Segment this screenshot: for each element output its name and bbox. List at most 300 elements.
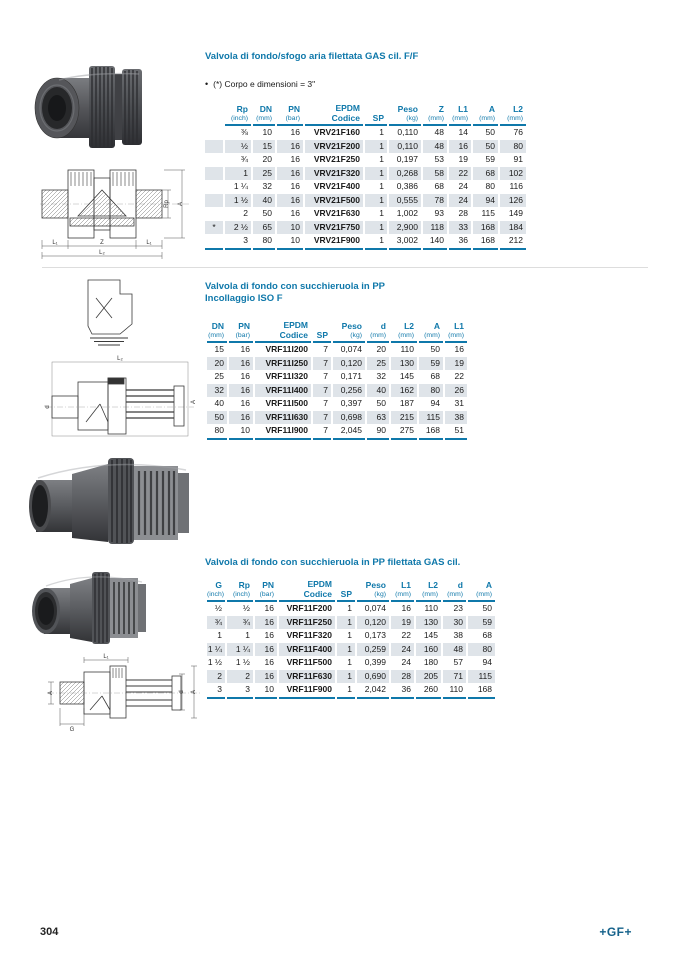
table-cell: 3,002 (389, 234, 421, 250)
column-header: Peso (kg) (357, 579, 389, 602)
table-cell: 215 (391, 411, 417, 425)
table-cell: 94 (430, 398, 440, 408)
table-row (207, 683, 495, 699)
table-cell: 68 (430, 371, 440, 381)
table-cell: 48 (443, 643, 466, 657)
table-cell: 7 (323, 371, 328, 381)
page-number: 304 (40, 926, 59, 938)
code-cell: VRF11I630 (255, 411, 311, 425)
table-cell: 0,197 (396, 154, 418, 164)
column-header: PN (bar) (255, 579, 277, 602)
table-row (205, 153, 526, 167)
table-cell: 57 (453, 657, 463, 667)
table-cell: 63 (367, 411, 389, 425)
table-cell: 1 (379, 154, 384, 164)
dim-label-l1: L₁ (103, 654, 109, 660)
table-cell: 160 (416, 643, 441, 657)
column-header: A (mm) (473, 103, 498, 126)
table-cell: 28 (391, 670, 414, 684)
table-cell: 168 (419, 424, 443, 440)
column-header: Rp (inch) (225, 103, 251, 126)
table-cell: 94 (473, 194, 498, 208)
table-cell: 80 (207, 424, 227, 440)
table-cell: 24 (391, 643, 414, 657)
table-cell: 126 (500, 194, 526, 208)
table-cell: 26 (445, 384, 467, 398)
table-cell: 15 (214, 344, 224, 354)
table-cell: 2 ½ (225, 221, 251, 235)
table-cell: 16 (264, 630, 274, 640)
table-cell: 19 (458, 154, 468, 164)
section-title: Valvola di fondo con succhieruola in PP (205, 281, 386, 292)
table-row (207, 656, 495, 670)
table-cell: 1 (217, 630, 222, 640)
table-cell: 38 (453, 630, 463, 640)
table-cell: 14 (458, 127, 468, 137)
table-cell: 24 (401, 657, 411, 667)
table-row (207, 397, 467, 411)
table-row (207, 370, 467, 384)
table-cell: 1 (365, 194, 387, 208)
table-row (205, 180, 526, 194)
table-cell: 32 (376, 371, 386, 381)
table-cell: 0,256 (333, 384, 365, 398)
column-header: EPDM Codice (279, 579, 335, 602)
table-cell: 0,386 (396, 181, 418, 191)
code-cell: VRV21F200 (305, 140, 363, 154)
table-row (205, 194, 526, 208)
table-cell: 7 (323, 398, 328, 408)
table-cell: 16 (401, 603, 411, 613)
table-cell: 25 (214, 371, 224, 381)
table-cell: 1 (379, 208, 384, 218)
gf-logo: +GF+ (599, 925, 632, 939)
technical-drawing-foot-valve-iso (42, 352, 198, 448)
column-header: Z (mm) (423, 103, 447, 126)
table-cell: 20 (207, 357, 227, 371)
table-cell: 1 ¼ (207, 643, 225, 657)
column-header: SP (313, 320, 331, 343)
table-cell: 50 (262, 208, 272, 218)
table-cell: 1 ½ (235, 657, 250, 667)
table-cell: 1 ¼ (227, 643, 253, 657)
table-cell: 24 (449, 194, 471, 208)
table-cell: 7 (313, 384, 331, 398)
table-cell: 71 (443, 670, 466, 684)
section-note (205, 79, 315, 89)
technical-drawing-foot-valve-gas (46, 652, 202, 732)
table-cell: 16 (277, 140, 303, 154)
table-cell: 58 (423, 167, 447, 181)
table-cell: 115 (481, 208, 495, 218)
table-cell: 16 (264, 657, 274, 667)
column-header: Rp (inch) (227, 579, 253, 602)
table-cell: 118 (423, 221, 447, 235)
code-cell: VRF11I320 (265, 371, 308, 381)
table-cell: 91 (513, 154, 523, 164)
table-cell: 0,268 (389, 167, 421, 181)
table-cell: ⅜ (240, 127, 248, 137)
table-cell: 68 (473, 167, 498, 181)
table-cell: 116 (509, 181, 523, 191)
bullet-icon: • (205, 79, 209, 89)
column-header: A (mm) (468, 579, 495, 602)
column-header: PN (bar) (277, 103, 303, 126)
table-cell: 130 (416, 616, 441, 630)
dim-label-z: Z (100, 240, 104, 246)
table-row (205, 126, 526, 140)
table-row (205, 207, 526, 221)
product-photo-check-valve (33, 52, 145, 152)
table-cell: 2 (243, 208, 248, 218)
table-cell: 25 (253, 167, 275, 181)
table-row (207, 670, 495, 684)
table-cell: 1 (347, 630, 352, 640)
dim-label-l2: L₂ (117, 356, 123, 362)
table-cell: 78 (423, 194, 447, 208)
code-cell: VRF11F900 (279, 683, 335, 699)
column-header: Peso (kg) (389, 103, 421, 126)
table-cell: 0,173 (364, 630, 386, 640)
table-cell: 1 (337, 616, 355, 630)
table-cell: 1 (365, 167, 387, 181)
dim-label-a: A (191, 399, 197, 405)
table-cell: 28 (458, 208, 468, 218)
code-cell: VRV21F750 (305, 221, 363, 235)
table-cell: 10 (277, 234, 303, 250)
table-cell: 48 (423, 140, 447, 154)
table-cell: 90 (367, 424, 389, 440)
table-cell: 16 (229, 357, 253, 371)
table-cell: 16 (229, 411, 253, 425)
table-cell: 1 (379, 127, 384, 137)
table-cell: 110 (424, 603, 438, 613)
table-row (205, 167, 526, 181)
table-cell: 7 (323, 344, 328, 354)
table-cell: 65 (253, 221, 275, 235)
section-title: Valvola di fondo/sfogo aria filettata GAS cil. F/F (205, 51, 419, 62)
code-cell: VRF11F250 (279, 616, 335, 630)
table-cell: 1 (365, 234, 387, 250)
table-cell: 145 (423, 630, 438, 640)
table-cell: 1 (337, 643, 355, 657)
table-cell: 16 (264, 603, 274, 613)
table-row (207, 357, 467, 371)
table-cell: 16 (277, 194, 303, 208)
column-header: d (mm) (443, 579, 466, 602)
table-row (205, 140, 526, 154)
table-cell: 0,110 (389, 140, 421, 154)
dim-label-d: d (45, 405, 51, 409)
code-cell: VRF11F200 (286, 603, 332, 613)
code-cell: VRF11I500 (265, 398, 308, 408)
section-title-group (205, 281, 565, 305)
table-cell: 22 (401, 630, 411, 640)
code-cell: VRF11I900 (255, 424, 311, 440)
section-title: Valvola di fondo con succhieruola in PP filettata GAS cil. (205, 557, 461, 568)
table-cell: 3 (207, 683, 225, 699)
dim-label-d: d (179, 690, 185, 694)
column-header: DN (mm) (207, 320, 227, 343)
table-cell: 180 (423, 657, 438, 667)
table-cell: 168 (473, 221, 498, 235)
table-cell: 0,397 (340, 398, 362, 408)
column-header: PN (bar) (229, 320, 253, 343)
table-row (207, 343, 467, 357)
table-cell: 1 ½ (225, 194, 251, 208)
table-cell: 16 (255, 616, 277, 630)
header-row (207, 579, 495, 602)
table-cell: 23 (453, 603, 463, 613)
dim-label-l1-left: L₁ (52, 240, 58, 246)
table-cell: 7 (313, 411, 331, 425)
table-cell: ¾ (240, 154, 248, 164)
table-cell: ½ (242, 603, 250, 613)
table-cell: 10 (277, 221, 303, 235)
column-header: L2 (mm) (416, 579, 441, 602)
table-cell: 115 (419, 411, 443, 425)
table-cell: 16 (240, 371, 250, 381)
table-cell: 16 (454, 344, 464, 354)
table-cell: 7 (313, 357, 331, 371)
table-cell: 16 (449, 140, 471, 154)
column-header: Peso (kg) (333, 320, 365, 343)
table-cell: 0,110 (397, 127, 418, 137)
spec-table-valvola-fondo-sfogo (203, 103, 528, 250)
table-cell: 53 (434, 154, 444, 164)
table-cell: 36 (391, 683, 414, 699)
table-cell: 0,120 (333, 357, 365, 371)
technical-drawing-check-valve (40, 148, 190, 260)
table-cell: 19 (445, 357, 467, 371)
table-cell: 40 (214, 398, 224, 408)
header-row (205, 103, 526, 126)
table-cell: 102 (500, 167, 526, 181)
table-cell: 1 (337, 670, 355, 684)
table-cell: 80 (253, 234, 275, 250)
code-cell: VRV21F160 (313, 127, 360, 137)
table-cell: 20 (262, 154, 272, 164)
table-cell: 1 (225, 167, 251, 181)
table-cell: 36 (449, 234, 471, 250)
table-cell: 76 (513, 127, 523, 137)
table-cell: 1 (347, 657, 352, 667)
table-cell: 48 (434, 127, 444, 137)
table-cell: 168 (473, 234, 498, 250)
table-cell: 16 (240, 344, 250, 354)
table-cell: 0,074 (364, 603, 386, 613)
table-cell (205, 194, 223, 208)
code-cell: VRV21F630 (313, 208, 360, 218)
dim-label-a-left: A (48, 690, 54, 696)
table-row (207, 424, 467, 440)
header-row (207, 320, 467, 343)
table-cell: 51 (445, 424, 467, 440)
column-header: L2 (mm) (500, 103, 526, 126)
table-cell (205, 153, 223, 167)
table-cell: 187 (399, 398, 414, 408)
code-cell: VRF11I200 (265, 344, 308, 354)
table-cell: 40 (253, 194, 275, 208)
table-cell: 0,171 (340, 371, 362, 381)
table-cell: 1 ½ (207, 657, 222, 667)
code-cell: VRV21F500 (305, 194, 363, 208)
table-cell: 275 (391, 424, 417, 440)
table-row (207, 384, 467, 398)
table-cell: 80 (419, 384, 443, 398)
table-cell: 2 (207, 670, 225, 684)
table-cell: 50 (482, 603, 492, 613)
table-cell: 0,259 (357, 643, 389, 657)
column-header: L1 (mm) (445, 320, 467, 343)
section-divider (42, 267, 648, 268)
column-header: L2 (mm) (391, 320, 417, 343)
spec-table-valvola-fondo-iso (205, 320, 469, 440)
table-cell: ½ (225, 140, 251, 154)
product-photo-foot-valve-gas (30, 558, 148, 650)
table-cell: 2,900 (389, 221, 421, 235)
table-cell: 32 (207, 384, 227, 398)
table-cell: 0,120 (357, 616, 389, 630)
table-cell: 1 (245, 630, 250, 640)
table-cell (205, 234, 223, 250)
dim-label-g: G (69, 727, 75, 732)
table-cell: 1,002 (396, 208, 418, 218)
dim-label-rp: Rp (164, 200, 170, 208)
product-photo-foot-valve-iso (28, 438, 193, 546)
table-row (207, 629, 495, 643)
table-cell: 80 (485, 181, 495, 191)
table-cell: 24 (458, 181, 468, 191)
table-cell: 59 (419, 357, 443, 371)
table-cell: 16 (255, 643, 277, 657)
note-text: (*) Corpo e dimensioni = 3" (213, 79, 316, 89)
table-cell: 2 (227, 670, 253, 684)
table-cell: 0,698 (333, 411, 365, 425)
table-cell: 130 (391, 357, 417, 371)
table-cell: 94 (482, 657, 492, 667)
column-header (205, 103, 223, 126)
table-cell: 205 (416, 670, 441, 684)
table-cell: ¾ (207, 616, 225, 630)
table-cell: 168 (468, 683, 495, 699)
table-cell: 162 (391, 384, 417, 398)
table-cell: 260 (416, 683, 441, 699)
table-cell: 31 (454, 398, 464, 408)
column-header: L1 (mm) (449, 103, 471, 126)
table-cell: 80 (500, 140, 526, 154)
table-cell: 16 (290, 181, 300, 191)
code-cell: VRF11I250 (255, 357, 311, 371)
table-cell: 10 (262, 127, 272, 137)
table-row (207, 602, 495, 616)
table-cell: 19 (391, 616, 414, 630)
table-cell: 3 (227, 683, 253, 699)
table-cell: 68 (482, 630, 492, 640)
table-cell: 16 (240, 398, 250, 408)
code-cell: VRF11F500 (286, 657, 332, 667)
column-header: G (inch) (207, 579, 225, 602)
table-cell: 140 (423, 234, 447, 250)
column-header: SP (337, 579, 355, 602)
section-subtitle: Incollaggio ISO F (205, 293, 283, 304)
table-cell: 110 (400, 344, 414, 354)
table-cell (205, 126, 223, 140)
spec-table-valvola-fondo-gas (205, 579, 497, 699)
table-cell: 1 ¼ (233, 181, 248, 191)
table-cell (205, 180, 223, 194)
table-cell: 68 (434, 181, 444, 191)
table-cell: 40 (367, 384, 389, 398)
table-cell (205, 207, 223, 221)
table-cell: 1 (337, 683, 355, 699)
table-cell: 16 (290, 127, 300, 137)
table-row (205, 221, 526, 235)
column-header: EPDM Codice (305, 103, 363, 126)
table-cell: 184 (500, 221, 526, 235)
table-cell: 10 (229, 424, 253, 440)
table-cell: 2,045 (333, 424, 365, 440)
table-cell: 0,399 (364, 657, 386, 667)
column-header: A (mm) (419, 320, 443, 343)
table-cell: 50 (376, 398, 386, 408)
table-cell: 93 (434, 208, 444, 218)
table-cell: 16 (255, 670, 277, 684)
table-cell: 145 (399, 371, 414, 381)
table-cell: 22 (454, 371, 464, 381)
column-header: L1 (mm) (391, 579, 414, 602)
table-cell: 50 (473, 140, 498, 154)
column-header: DN (mm) (253, 103, 275, 126)
table-cell: ¾ (227, 616, 253, 630)
table-cell: 16 (290, 154, 300, 164)
column-header: d (mm) (367, 320, 389, 343)
table-cell: 2,042 (357, 683, 389, 699)
table-row (207, 411, 467, 425)
code-cell: VRV21F320 (305, 167, 363, 181)
code-cell: VRF11F630 (279, 670, 335, 684)
table-row (205, 234, 526, 250)
dim-label-a-right: A (191, 689, 197, 695)
table-cell: 50 (430, 344, 440, 354)
table-cell: 20 (376, 344, 386, 354)
table-cell: 22 (449, 167, 471, 181)
table-cell: 59 (468, 616, 495, 630)
table-cell: 110 (443, 683, 466, 699)
table-cell: 10 (255, 683, 277, 699)
code-cell: VRV21F250 (313, 154, 360, 164)
table-cell: 1 (379, 181, 384, 191)
table-cell: 30 (443, 616, 466, 630)
table-cell: 59 (485, 154, 495, 164)
table-row (207, 616, 495, 630)
table-cell: ½ (214, 603, 222, 613)
table-cell: 16 (277, 167, 303, 181)
table-cell: 33 (449, 221, 471, 235)
table-cell: 1 (365, 140, 387, 154)
dim-label-l2: L₂ (99, 250, 105, 256)
code-cell: VRF11F320 (286, 630, 332, 640)
table-cell: 32 (262, 181, 272, 191)
table-cell: 50 (485, 127, 495, 137)
table-cell: 1 (365, 221, 387, 235)
table-cell: 80 (468, 643, 495, 657)
table-cell: 1 (347, 603, 352, 613)
code-cell: VRF11F400 (279, 643, 335, 657)
table-cell: 15 (253, 140, 275, 154)
dim-label-l1-right: L₁ (146, 240, 152, 246)
table-cell: 7 (313, 424, 331, 440)
